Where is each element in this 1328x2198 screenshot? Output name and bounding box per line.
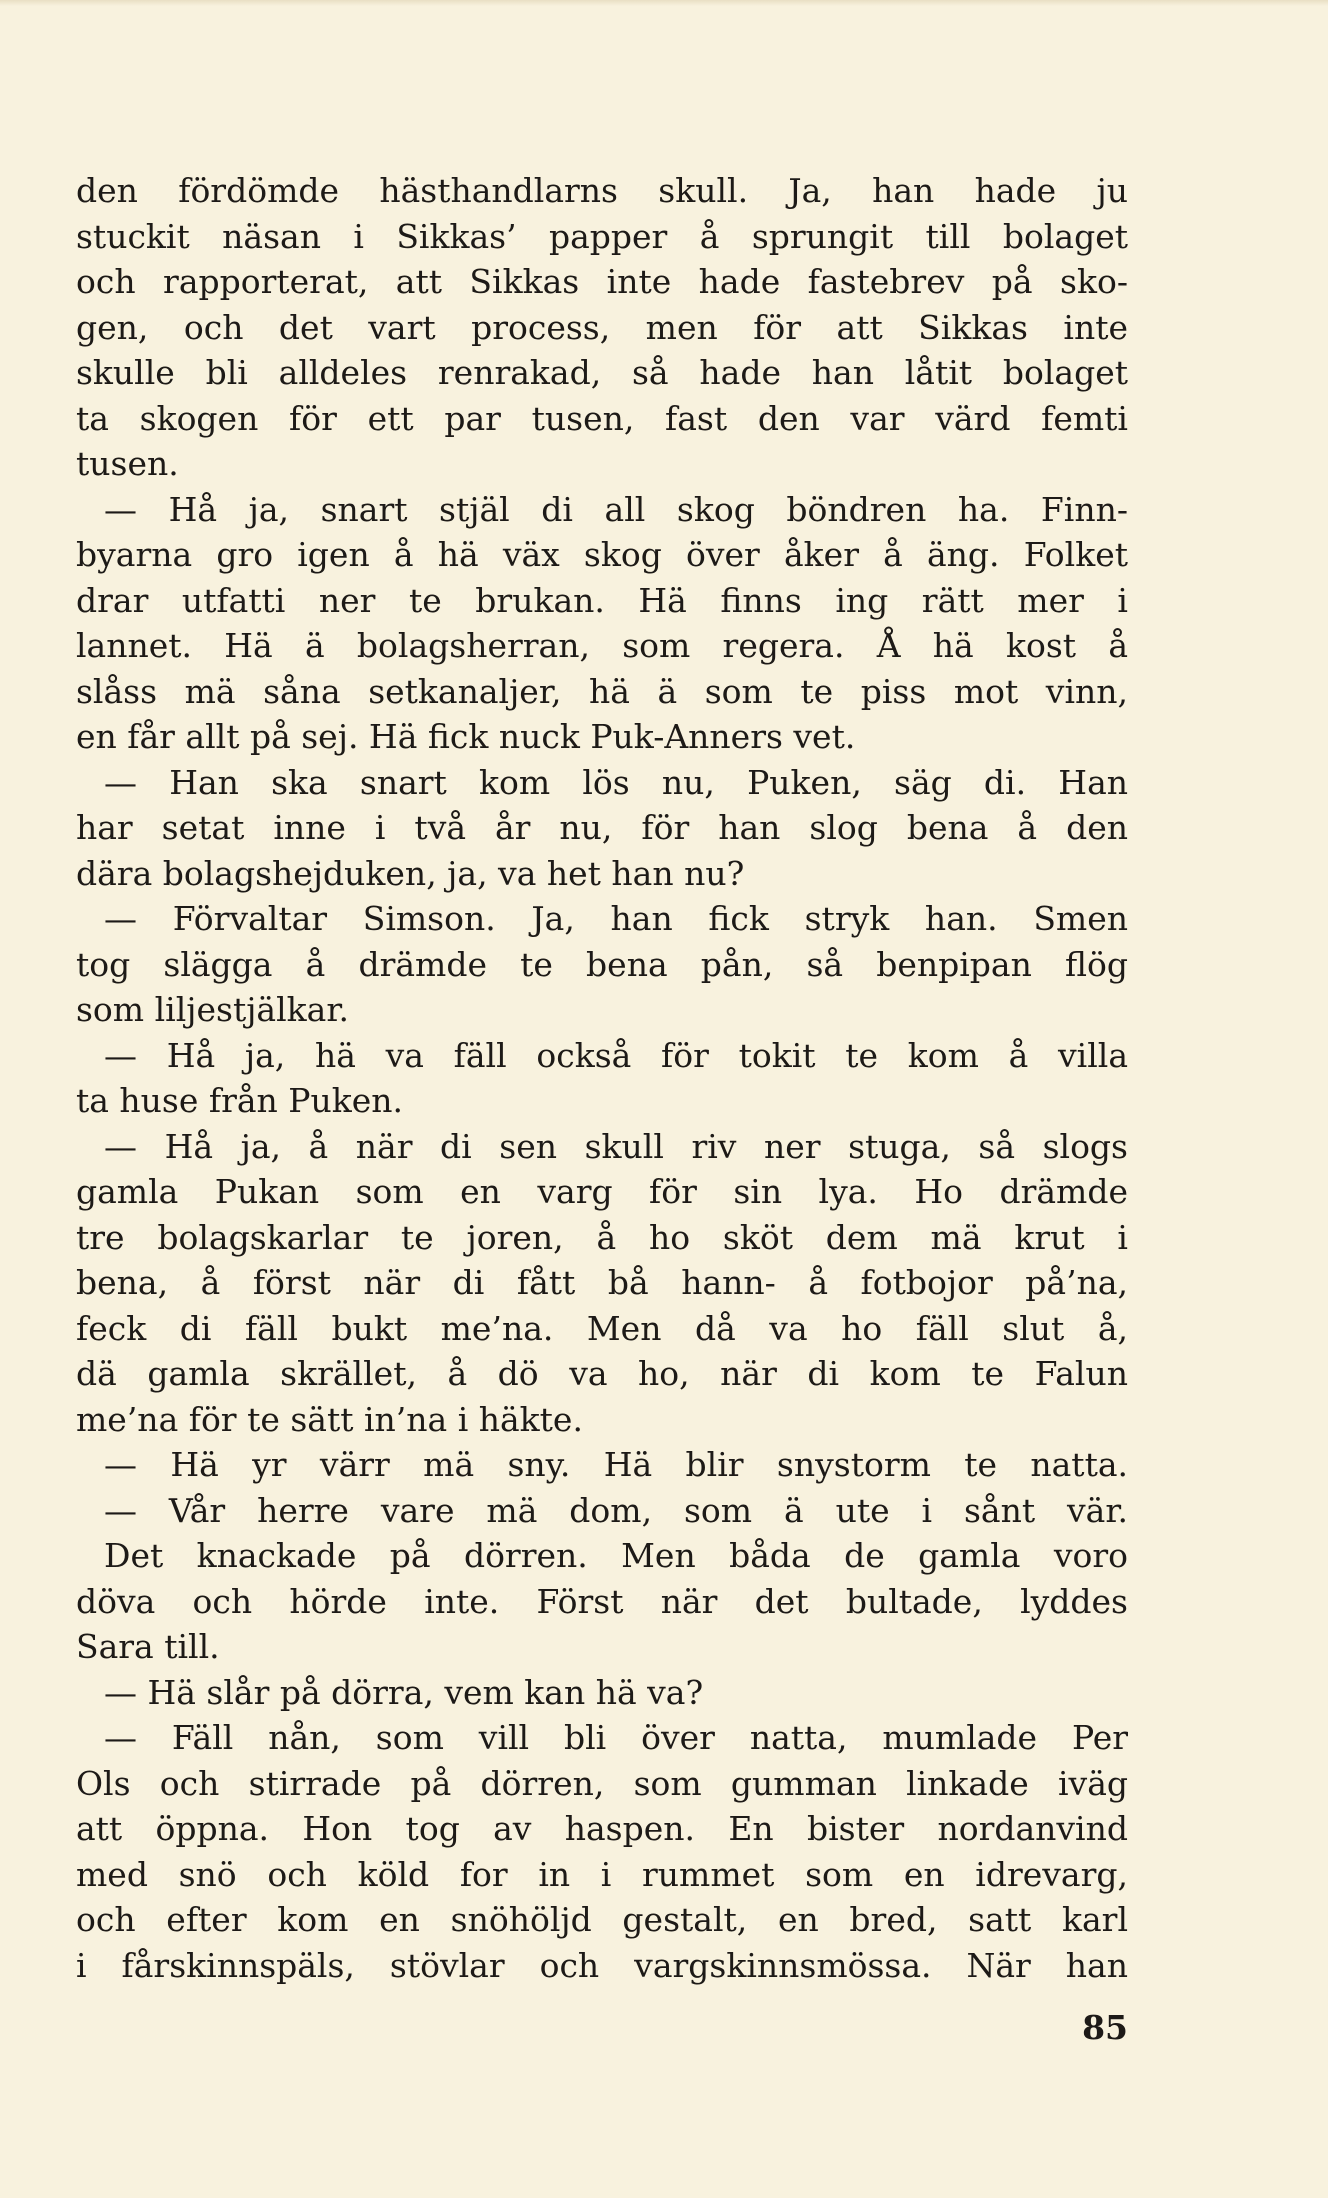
text-line: döva och hörde inte. Först när det bultade, lyddes [76, 1581, 1128, 1621]
text-line: gamla Pukan som en varg för sin lya. Ho drämde [76, 1172, 1128, 1211]
text-line: ta huse från Puken. [76, 1081, 404, 1120]
text-line: feck di fäll bukt me’na. Men då va ho fäll slut å, [76, 1308, 1128, 1348]
text-line: tusen. [76, 444, 179, 483]
body-text [76, 168, 1128, 1988]
text-line: tre bolagskarlar te joren, å ho sköt dem mä krut i [76, 1217, 1128, 1257]
page-top-edge [0, 0, 1328, 6]
page-number: 85 [1082, 2008, 1128, 2047]
text-line: — Fäll nån, som vill bli över natta, mumlade Per [104, 1718, 1128, 1757]
text-line: — Hå ja, å när di sen skull riv ner stuga, så slogs [104, 1126, 1128, 1166]
text-line: skulle bli alldeles renrakad, så hade han låtit bolaget [76, 353, 1128, 392]
text-line: har setat inne i två år nu, för han slog bena å den [76, 808, 1128, 847]
text-line: — Han ska snart kom lös nu, Puken, säg di. Han [104, 762, 1128, 802]
text-line: bena, å först när di fått bå hann- å fotbojor på’na, [76, 1263, 1128, 1302]
text-line: lannet. Hä ä bolagsherran, som regera. Å hä kost å [76, 626, 1128, 665]
text-line: Ols och stirrade på dörren, som gumman linkade iväg [76, 1763, 1128, 1803]
text-line: me’na för te sätt in’na i häkte. [76, 1399, 583, 1439]
text-line: — Hä yr värr mä sny. Hä blir snystorm te natta. [104, 1445, 1128, 1484]
text-line: som liljestjälkar. [76, 990, 349, 1029]
text-line: slåss mä såna setkanaljer, hä ä som te piss mot vinn, [76, 671, 1128, 711]
text-line: — Hä slår på dörra, vem kan hä va? [104, 1672, 704, 1712]
text-line: att öppna. Hon tog av haspen. En bister nordanvind [76, 1809, 1128, 1848]
text-line: Det knackade på dörren. Men båda de gamla voro [104, 1536, 1128, 1575]
text-line: — Vår herre vare mä dom, som ä ute i sånt vär. [104, 1490, 1128, 1530]
text-line: drar utfatti ner te brukan. Hä finns ing rätt mer i [76, 580, 1128, 620]
text-line: en får allt på sej. Hä fick nuck Puk-Anners vet. [76, 717, 856, 756]
text-line: och rapporterat, att Sikkas inte hade fastebrev på sko- [76, 262, 1128, 301]
text-line: i fårskinnspäls, stövlar och vargskinnsmössa. När han [76, 1945, 1128, 1985]
text-line: ta skogen för ett par tusen, fast den var värd femti [76, 398, 1128, 438]
text-line: och efter kom en snöhöljd gestalt, en bred, satt karl [76, 1900, 1128, 1939]
text-line: — Hå ja, snart stjäl di all skog böndren ha. Finn- [104, 489, 1128, 529]
text-line: — Förvaltar Simson. Ja, han fick stryk han. Smen [104, 899, 1128, 938]
text-line: Sara till. [76, 1627, 220, 1666]
text-line: dära bolagshejduken, ja, va het han nu? [76, 853, 745, 893]
text-line: tog slägga å drämde te bena pån, så benpipan flög [76, 944, 1128, 984]
text-line: med snö och köld for in i rummet som en idrevarg, [76, 1854, 1128, 1894]
text-line: byarna gro igen å hä väx skog över åker å äng. Folket [76, 535, 1128, 574]
text-line: den fördömde hästhandlarns skull. Ja, han hade ju [76, 171, 1128, 210]
text-line: dä gamla skrället, å dö va ho, när di kom te Falun [76, 1354, 1128, 1393]
text-line: — Hå ja, hä va fäll också för tokit te kom å villa [104, 1035, 1128, 1075]
text-line: stuckit näsan i Sikkas’ papper å sprungit till bolaget [76, 216, 1128, 256]
text-line: gen, och det vart process, men för att Sikkas inte [76, 307, 1128, 347]
